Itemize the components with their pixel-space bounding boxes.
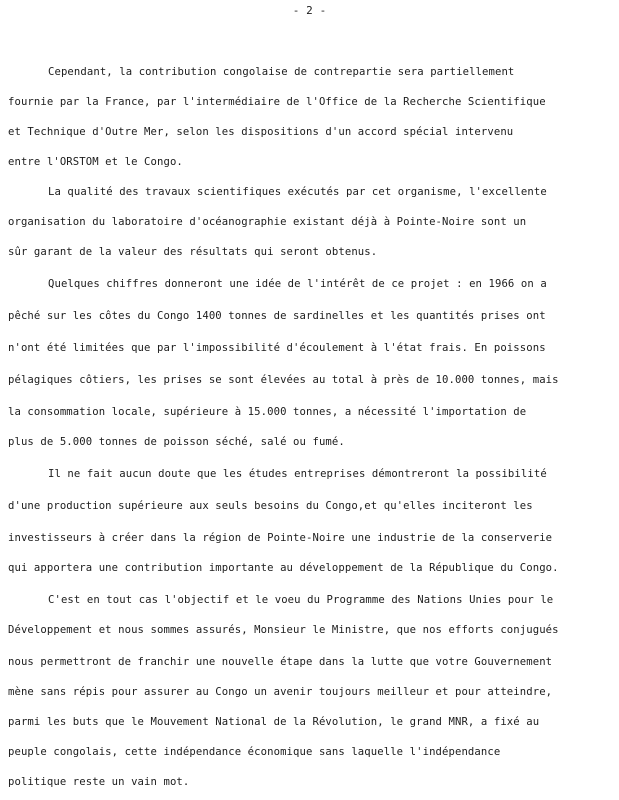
paragraph-3-line-3: n'ont été limitées que par l'impossibilité d'écoulement à l'état frais. En poissons <box>8 342 546 354</box>
paragraph-5-line-7: politique reste un vain mot. <box>8 776 190 788</box>
paragraph-4-line-2: d'une production supérieure aux seuls besoins du Congo,et qu'elles inciteront les <box>8 500 533 512</box>
paragraph-3-line-6: plus de 5.000 tonnes de poisson séché, salé ou fumé. <box>8 436 345 448</box>
paragraph-5-line-5: parmi les buts que le Mouvement National de la Révolution, le grand MNR, a fixé au <box>8 716 540 728</box>
paragraph-5-line-4: mène sans répis pour assurer au Congo un avenir toujours meilleur et pour atteindre, <box>8 686 553 698</box>
paragraph-1-line-1: Cependant, la contribution congolaise de contrepartie sera partiellement <box>48 66 515 78</box>
paragraph-2-line-2: organisation du laboratoire d'océanographie existant déjà à Pointe-Noire sont un <box>8 216 527 228</box>
paragraph-1-line-3: et Technique d'Outre Mer, selon les dispositions d'un accord spécial intervenu <box>8 126 514 138</box>
paragraph-5-line-3: nous permettront de franchir une nouvelle étape dans la lutte que votre Gouvernement <box>8 656 553 668</box>
paragraph-1-line-2: fournie par la France, par l'intermédiaire de l'Office de la Recherche Scientifique <box>8 96 546 108</box>
paragraph-5-line-2: Développement et nous sommes assurés, Monsieur le Ministre, que nos efforts conjugués <box>8 624 559 636</box>
paragraph-3-line-2: pêché sur les côtes du Congo 1400 tonnes de sardinelles et les quantités prises ont <box>8 310 546 322</box>
paragraph-4-line-1: Il ne fait aucun doute que les études entreprises démontreront la possibilité <box>48 468 547 480</box>
paragraph-3-line-4: pélagiques côtiers, les prises se sont élevées au total à près de 10.000 tonnes, mais <box>8 374 559 386</box>
paragraph-4-line-3: investisseurs à créer dans la région de Pointe-Noire une industrie de la conserverie <box>8 532 553 544</box>
paragraph-5-line-1: C'est en tout cas l'objectif et le voeu du Programme des Nations Unies pour le <box>48 594 554 606</box>
paragraph-4-line-4: qui apportera une contribution importante au développement de la République du Congo. <box>8 562 559 574</box>
paragraph-1-line-4: entre l'ORSTOM et le Congo. <box>8 156 183 168</box>
paragraph-2-line-1: La qualité des travaux scientifiques exécutés par cet organisme, l'excellente <box>48 186 547 198</box>
page-number: - 2 - <box>292 4 327 17</box>
paragraph-3-line-5: la consommation locale, supérieure à 15.000 tonnes, a nécessité l'importation de <box>8 406 527 418</box>
paragraph-2-line-3: sûr garant de la valeur des résultats qui seront obtenus. <box>8 246 378 258</box>
paragraph-5-line-6: peuple congolais, cette indépendance économique sans laquelle l'indépendance <box>8 746 501 758</box>
paragraph-3-line-1: Quelques chiffres donneront une idée de l'intérêt de ce projet : en 1966 on a <box>48 278 547 290</box>
